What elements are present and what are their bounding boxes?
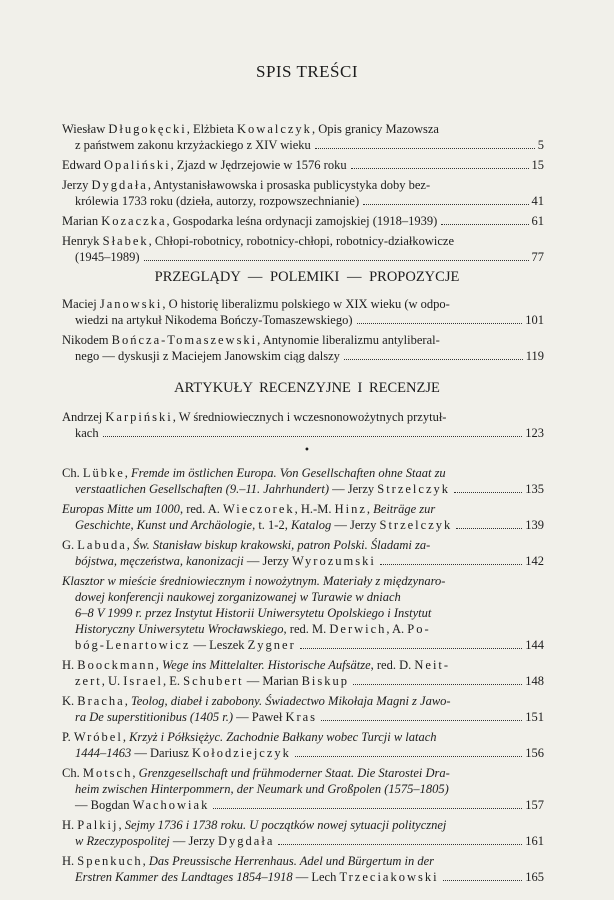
entry-text: heim zwischen Hinterpommern, der Neumark und Großpolen (1575–1805) bbox=[75, 782, 449, 796]
toc-entry[interactable] bbox=[62, 296, 544, 328]
dot-leader bbox=[321, 720, 522, 721]
toc-entry[interactable] bbox=[62, 657, 544, 689]
dot-leader bbox=[315, 148, 535, 149]
dot-leader bbox=[380, 564, 522, 565]
toc-entry[interactable] bbox=[62, 501, 544, 533]
dot-leader bbox=[278, 844, 522, 845]
dot-leader bbox=[363, 204, 528, 205]
toc-entry[interactable] bbox=[62, 233, 544, 265]
dot-leader bbox=[144, 260, 529, 261]
page-number: 156 bbox=[525, 746, 544, 760]
page-number: 151 bbox=[525, 710, 544, 724]
page-number: 139 bbox=[525, 518, 544, 532]
dot-leader bbox=[357, 323, 523, 324]
entry-text: K. Bracha, Teolog, diabeł i zabobony. Świadectwo Mikołaja Magni z Jawo- bbox=[62, 694, 451, 708]
entry-text: bóg-Lenartowicz — Leszek Zygner bbox=[75, 638, 296, 652]
entry-text: nego — dyskusji z Maciejem Janowskim ciąg dalszy bbox=[75, 349, 340, 363]
entry-text: G. Labuda, Św. Stanisław biskup krakowski, patron Polski. Śladami za- bbox=[62, 538, 431, 552]
page-number: 15 bbox=[531, 158, 544, 172]
page-number: 5 bbox=[537, 138, 544, 152]
entry-text: H. Spenkuch, Das Preussische Herrenhaus. Adel und Bürgertum in der bbox=[62, 854, 434, 868]
toc-entry[interactable] bbox=[62, 213, 544, 229]
toc-entry[interactable] bbox=[62, 853, 544, 885]
toc-entry[interactable] bbox=[62, 729, 544, 761]
dot-leader bbox=[353, 684, 522, 685]
entry-text: P. Wróbel, Krzyż i Półksiężyc. Zachodnie Bałkany wobec Turcji w latach bbox=[62, 730, 437, 744]
entry-text: Europas Mitte um 1000, red. A. Wieczorek, H.-M. Hinz, Beiträge zur bbox=[62, 502, 436, 516]
entry-text: Jerzy Dygdała, Antystanisławowska i prosaska publicystyka doby bez- bbox=[62, 178, 431, 192]
entry-text: ra De superstitionibus (1405 r.) — Paweł Kras bbox=[75, 710, 318, 724]
entry-text: Maciej Janowski, O historię liberalizmu polskiego w XIX wieku (w odpo- bbox=[62, 297, 450, 311]
entry-text: — Bogdan Wachowiak bbox=[75, 798, 210, 812]
section-heading: PRZEGLĄDY — POLEMIKI — PROPOZYCJE bbox=[154, 269, 460, 285]
reviews-section bbox=[62, 465, 544, 889]
dot-leader bbox=[456, 528, 522, 529]
entry-text: Andrzej Karpiński, W średniowiecznych i wczesnonowożytnych przytuł- bbox=[62, 410, 447, 424]
entry-text: Ch. Lübke, Fremde im östlichen Europa. Von Gesellschaften ohne Staat zu bbox=[62, 466, 446, 480]
toc-entry[interactable] bbox=[62, 409, 544, 441]
entry-text: Marian Kozaczka, Gospodarka leśna ordynacji zamojskiej (1918–1939) bbox=[62, 214, 438, 228]
toc-entry[interactable] bbox=[62, 817, 544, 849]
dot-leader bbox=[213, 808, 522, 809]
entry-text: wiedzi na artykuł Nikodema Bończy-Tomaszewskiego) bbox=[75, 313, 353, 327]
toc-entry[interactable] bbox=[62, 177, 544, 209]
entry-text: bójstwa, męczeństwa, kanonizacji — Jerzy Wyrozumski bbox=[75, 554, 376, 568]
entry-text: verstaatlichen Gesellschaften (9.–11. Jahrhundert) — Jerzy Strzelczyk bbox=[75, 482, 451, 496]
page-number: 61 bbox=[531, 214, 544, 228]
page-title: SPIS TREŚCI bbox=[255, 62, 359, 81]
entry-text: 6–8 V 1999 r. przez Instytut Historii Uniwersytetu Opolskiego i Instytut bbox=[75, 606, 432, 620]
page-number: 119 bbox=[525, 349, 544, 363]
dot-leader bbox=[103, 436, 523, 437]
entry-text: Edward Opaliński, Zjazd w Jędrzejowie w 1576 roku bbox=[62, 158, 347, 172]
page-number: 144 bbox=[525, 638, 544, 652]
entry-text: w Rzeczypospolitej — Jerzy Dygdała bbox=[75, 834, 275, 848]
page-number: 157 bbox=[525, 798, 544, 812]
entry-text: z państwem zakonu krzyżackiego z XIV wieku bbox=[75, 138, 311, 152]
page-number: 148 bbox=[525, 674, 544, 688]
toc-entry[interactable] bbox=[62, 332, 544, 364]
toc-entry[interactable] bbox=[62, 693, 544, 725]
entry-text: H. Palkij, Sejmy 1736 i 1738 roku. U początków nowej sytuacji politycznej bbox=[62, 818, 447, 832]
page-number: 41 bbox=[531, 194, 544, 208]
page-number: 142 bbox=[525, 554, 544, 568]
page-number: 135 bbox=[525, 482, 544, 496]
page-number: 161 bbox=[525, 834, 544, 848]
dot-leader bbox=[454, 492, 522, 493]
toc-entry[interactable] bbox=[62, 121, 544, 153]
dot-leader bbox=[344, 359, 523, 360]
toc-entry[interactable] bbox=[62, 765, 544, 813]
dot-leader bbox=[300, 648, 522, 649]
dot-leader bbox=[441, 224, 528, 225]
entry-text: Klasztor w mieście średniowiecznym i nowożytnym. Materiały z międzynaro- bbox=[62, 574, 446, 588]
entry-text: królewia 1733 roku (dzieła, autorzy, rozpowszechnianie) bbox=[75, 194, 360, 208]
entry-text: zert, U. Israel, E. Schubert — Marian Biskup bbox=[75, 674, 350, 688]
entry-text: Wiesław Długokęcki, Elżbieta Kowalczyk, Opis granicy Mazowsza bbox=[62, 122, 439, 136]
review-article-section bbox=[62, 409, 544, 445]
toc-entry[interactable] bbox=[62, 465, 544, 497]
dot-leader bbox=[351, 168, 529, 169]
entry-text: (1945–1989) bbox=[75, 250, 140, 264]
toc-entry[interactable] bbox=[62, 573, 544, 653]
entry-text: dowej konferencji naukowej zorganizowanej w Turawie w dniach bbox=[75, 590, 401, 604]
entry-text: kach bbox=[75, 426, 99, 440]
page-number: 101 bbox=[525, 313, 544, 327]
entry-text: Geschichte, Kunst und Archäologie, t. 1-2, Katalog — Jerzy Strzelczyk bbox=[75, 518, 453, 532]
entry-text: Henryk Słabek, Chłopi-robotnicy, robotnicy-chłopi, robotnicy-działkowicze bbox=[62, 234, 455, 248]
page-number: 123 bbox=[525, 426, 544, 440]
toc-entry[interactable] bbox=[62, 157, 544, 173]
entry-text: Erstren Kammer des Landtages 1854–1918 — Lech Trzeciakowski bbox=[75, 870, 439, 884]
entry-text: H. Boockmann, Wege ins Mittelalter. Historische Aufsätze, red. D. Neit- bbox=[62, 658, 451, 672]
entry-text: Ch. Motsch, Grenzgesellschaft und frühmoderner Staat. Die Starostei Dra- bbox=[62, 766, 450, 780]
entry-text: 1444–1463 — Dariusz Kołodziejczyk bbox=[75, 746, 291, 760]
page-number: 77 bbox=[531, 250, 544, 264]
entry-text: Nikodem Bończa-Tomaszewski, Antynomie liberalizmu antyliberal- bbox=[62, 333, 440, 347]
polemics-section bbox=[62, 296, 544, 368]
section-heading: ARTYKUŁY RECENZYJNE I RECENZJE bbox=[174, 380, 440, 396]
entry-text: Historyczny Uniwersytetu Wrocławskiego, red. M. Derwich, A. Po- bbox=[75, 622, 431, 636]
dot-leader bbox=[443, 880, 523, 881]
toc-entry[interactable] bbox=[62, 537, 544, 569]
dot-leader bbox=[295, 756, 522, 757]
page-number: 165 bbox=[525, 870, 544, 884]
section-separator: • bbox=[304, 445, 310, 456]
articles-section bbox=[62, 121, 544, 269]
